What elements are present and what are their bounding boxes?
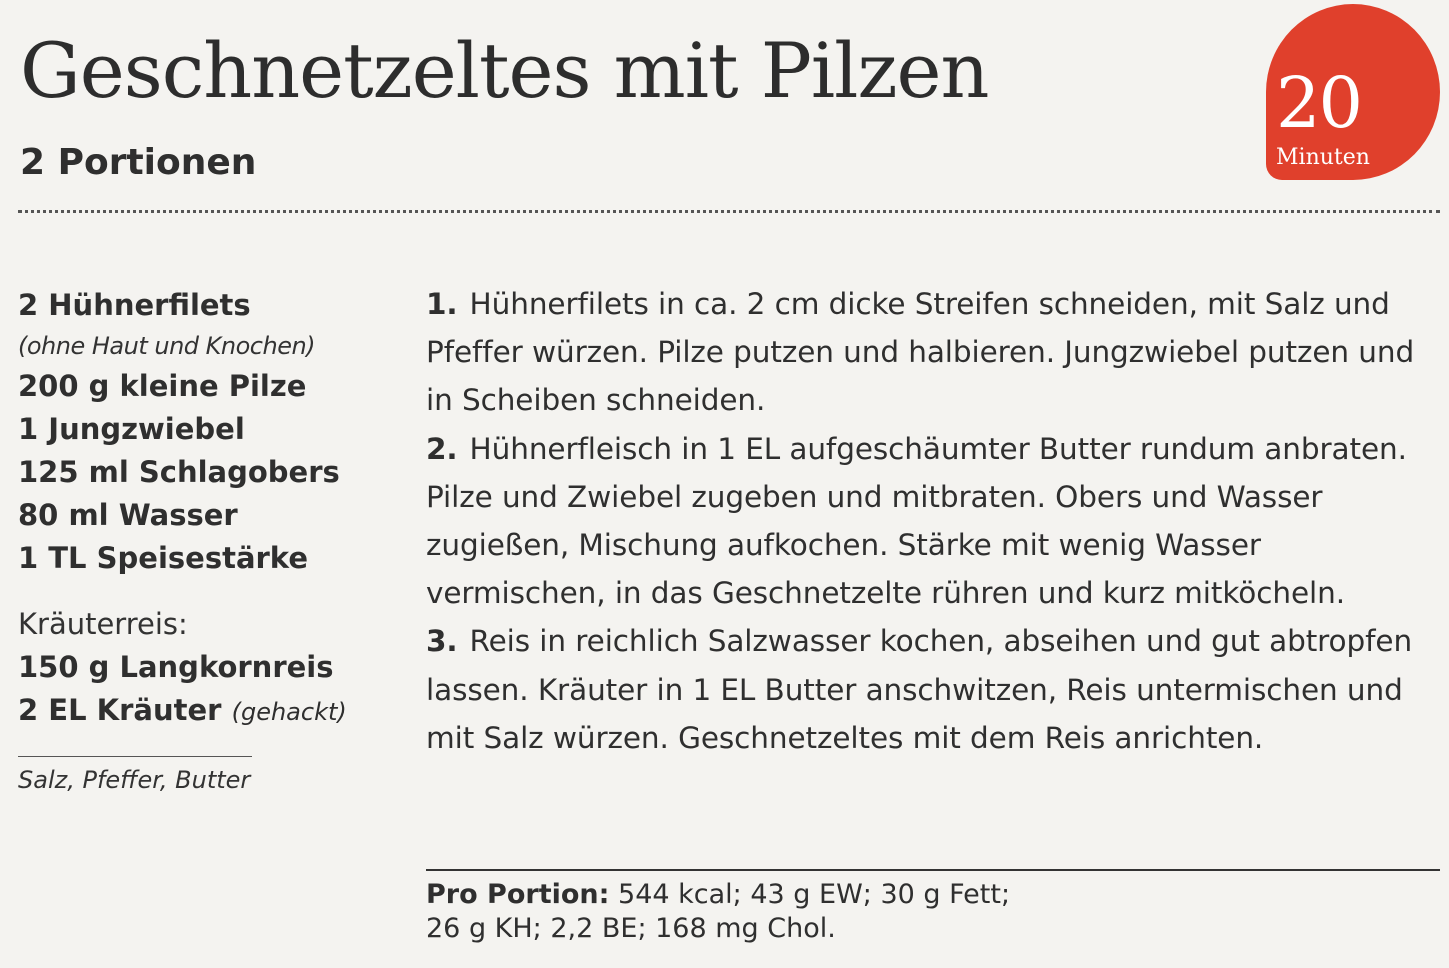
extras-divider [18, 756, 252, 757]
instruction-step [426, 425, 1436, 618]
nutrition-info [426, 878, 1436, 946]
nutrition-line-1: 544 kcal; 43 g EW; 30 g Fett; [618, 879, 1011, 910]
step-text: Reis in reichlich Salzwasser kochen, abseihen und gut abtropfen lassen. Kräuter in 1 EL Butter anschwitzen, Reis untermischen und mit Salz würzen. Geschnetzeltes mit dem Reis anrichten. [426, 624, 1413, 755]
extras-list: Salz, Pfeffer, Butter [18, 766, 251, 794]
step-number: 1. [426, 287, 458, 321]
ingredient-item: 125 ml Schlagobers [18, 455, 340, 489]
instructions [426, 280, 1436, 762]
time-unit: Minuten [1276, 145, 1370, 170]
ingredient-note: (ohne Haut und Knochen) [18, 332, 316, 360]
ingredient-item: 150 g Langkornreis [18, 650, 334, 684]
instruction-step [426, 617, 1436, 762]
time-value: 20 [1276, 62, 1362, 144]
ingredient-note: (gehackt) [231, 698, 347, 726]
ingredient-item-text: 2 EL Kräuter [18, 693, 222, 727]
instruction-step [426, 280, 1436, 425]
ingredient-item: 2 Hühnerfilets [18, 288, 251, 322]
time-badge [1266, 4, 1440, 180]
ingredient-item: 80 ml Wasser [18, 498, 238, 532]
rice-section-label: Kräuterreis: [18, 607, 188, 641]
header-divider [18, 210, 1440, 213]
nutrition-label: Pro Portion: [426, 879, 610, 910]
recipe-title: Geschnetzeltes mit Pilzen [20, 26, 989, 115]
step-text: Hühnerfilets in ca. 2 cm dicke Streifen schneiden, mit Salz und Pfeffer würzen. Pilze putzen und halbieren. Jungzwiebel putzen und in Scheiben schneiden. [426, 287, 1415, 418]
step-text: Hühnerfleisch in 1 EL aufgeschäumter Butter rundum anbraten. Pilze und Zwiebel zugeben und mitbraten. Obers und Wasser zugießen, Mischung aufkochen. Stärke mit wenig Wasser vermischen, in das Geschnetzelte rühren und kurz mitköcheln. [426, 431, 1407, 611]
step-number: 3. [426, 624, 458, 659]
ingredient-item: 1 TL Speisestärke [18, 541, 308, 575]
ingredient-item: 1 Jungzwiebel [18, 412, 245, 446]
nutrition-line-2: 26 g KH; 2,2 BE; 168 mg Chol. [426, 913, 836, 944]
step-number: 2. [426, 431, 458, 466]
ingredient-item: 200 g kleine Pilze [18, 369, 307, 403]
portions-label: 2 Portionen [20, 142, 257, 183]
ingredient-list [18, 284, 408, 799]
nutrition-divider [426, 869, 1440, 871]
ingredient-item [18, 689, 408, 732]
